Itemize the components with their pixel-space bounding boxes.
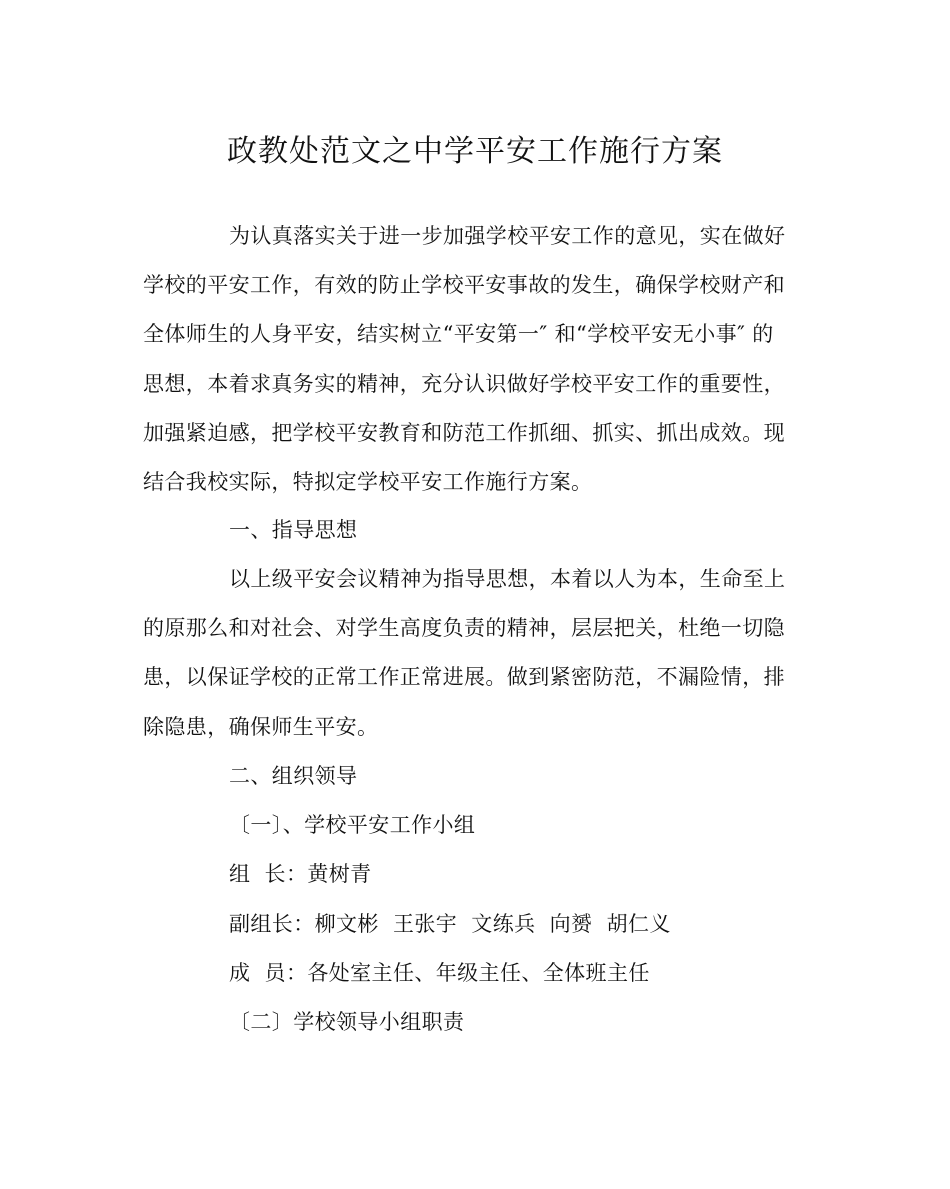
section-organization [143,752,803,1047]
document-title: 政教处范文之中学平安工作施行方案 [227,134,723,169]
section-heading: 一、指导思想 [229,518,358,542]
paragraph-line: 学校的平安工作，有效的防止学校平安事故的发生，确保学校财产和 [143,273,785,298]
paragraph-line: 以上级平安会议精神为指导思想，本着以人为本，生命至上 [229,567,786,591]
deputy-line: 副组长：柳文彬 王张宇 文练兵 向赟 胡仁义 [229,911,671,936]
section-heading: 二、组织领导 [229,764,358,788]
section-guiding-ideology [143,506,803,555]
subsection-heading: 〔一〕、学校平安工作小组 [229,813,476,838]
members-line: 成 员：各处室主任、年级主任、全体班主任 [229,960,650,985]
paragraph-line: 的原那么和对社会、对学生高度负责的精神，层层把关，杜绝一切隐 [143,616,785,641]
paragraph-line: 加强紧迫感，把学校平安教育和防范工作抓细、抓实、抓出成效。现 [143,420,785,445]
leader-line: 组 长：黄树青 [229,862,372,887]
paragraph-line: 结合我校实际，特拟定学校平安工作施行方案。 [143,469,593,494]
guiding-ideology-paragraph [143,555,803,752]
intro-paragraph [143,212,803,507]
paragraph-line: 为认真落实关于进一步加强学校平安工作的意见，实在做好 [229,224,786,248]
subsection-heading: 〔二〕学校领导小组职责 [229,1009,465,1034]
paragraph-line: 全体师生的人身平安，结实树立“平安第一″ 和“学校平安无小事″ 的 [143,322,774,347]
paragraph-line: 思想，本着求真务实的精神，充分认识做好学校平安工作的重要性， [143,371,785,396]
paragraph-line: 患，以保证学校的正常工作正常进展。做到紧密防范，不漏险情，排 [143,665,785,690]
paragraph-line: 除隐患，确保师生平安。 [143,714,379,739]
